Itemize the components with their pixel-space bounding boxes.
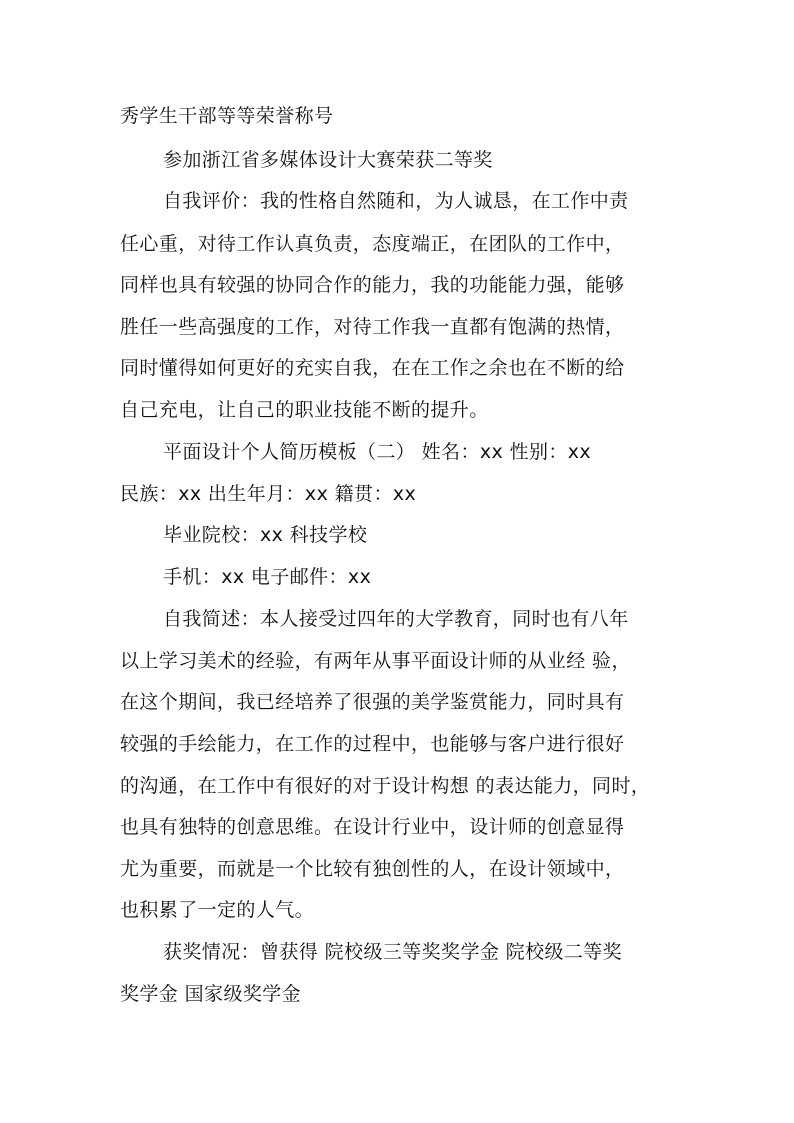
text-line-self-description: 自我简述：本人接受过四年的大学教育，同时也有八年 bbox=[163, 608, 629, 630]
resume-template-heading: 平面设计个人简历模板（二） 姓名：xx 性别：xx bbox=[163, 441, 592, 463]
contact-info-line: 手机：xx 电子邮件：xx bbox=[163, 566, 372, 588]
text-line-honor: 秀学生干部等等荣誉称号 bbox=[120, 105, 334, 127]
school-info-line: 毕业院校：xx 科技学校 bbox=[163, 524, 368, 546]
text-line-self-description-4: 较强的手绘能力，在工作的过程中，也能够与客户进行很好 bbox=[120, 733, 625, 755]
text-line-self-description-5: 的沟通，在工作中有很好的对于设计构想 的表达能力，同时， bbox=[120, 775, 651, 797]
personal-info-line: 民族：xx 出生年月：xx 籍贯：xx bbox=[120, 483, 417, 505]
text-line-self-description-8: 也积累了一定的人气。 bbox=[120, 899, 315, 921]
text-line-self-description-6: 也具有独特的创意思维。在设计行业中，设计师的创意显得 bbox=[120, 816, 625, 838]
text-line-awards: 获奖情况：曾获得 院校级三等奖奖学金 院校级二等奖 bbox=[163, 941, 623, 963]
text-line-self-description-3: 在这个期间，我已经培养了很强的美学鉴赏能力，同时具有 bbox=[120, 691, 625, 713]
text-line-self-evaluation-4: 胜任一些高强度的工作，对待工作我一直都有饱满的热情， bbox=[120, 316, 625, 338]
text-line-self-evaluation: 自我评价：我的性格自然随和，为人诚恳，在工作中责 bbox=[163, 190, 629, 212]
text-line-award-competition: 参加浙江省多媒体设计大赛荣获二等奖 bbox=[163, 149, 493, 171]
text-line-self-evaluation-3: 同样也具有较强的协同合作的能力，我的功能能力强，能够 bbox=[120, 274, 625, 296]
text-line-self-evaluation-2: 任心重，对待工作认真负责，态度端正，在团队的工作中， bbox=[120, 233, 625, 255]
text-line-self-evaluation-6: 自己充电，让自己的职业技能不断的提升。 bbox=[120, 399, 489, 421]
text-line-self-description-2: 以上学习美术的经验，有两年从事平面设计师的从业经 验， bbox=[120, 650, 631, 672]
text-line-self-evaluation-5: 同时懂得如何更好的充实自我，在在工作之余也在不断的给 bbox=[120, 357, 625, 379]
text-line-awards-2: 奖学金 国家级奖学金 bbox=[120, 983, 302, 1005]
text-line-self-description-7: 尤为重要，而就是一个比较有独创性的人，在设计领域中， bbox=[120, 858, 625, 880]
